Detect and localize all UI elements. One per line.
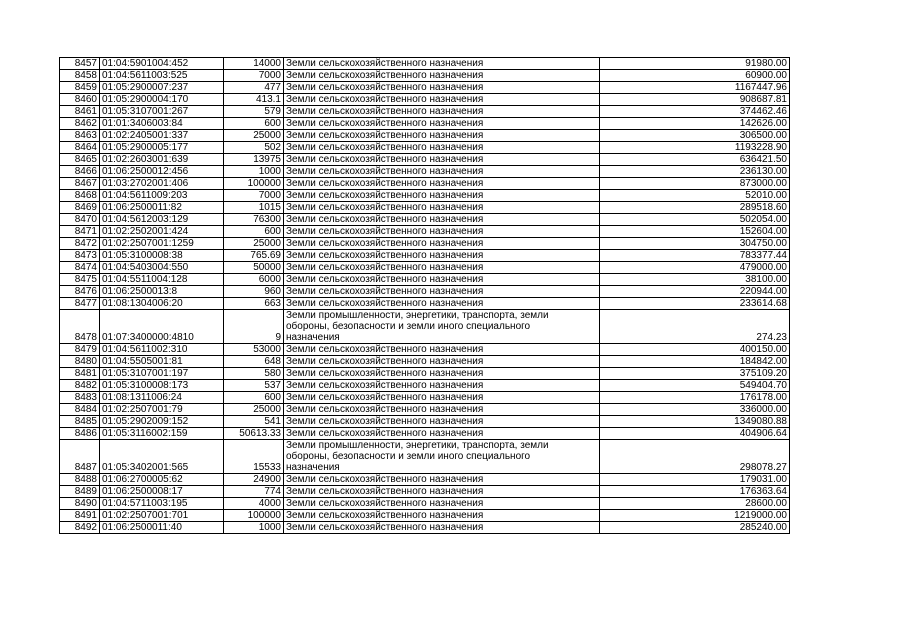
table-row — [60, 142, 790, 154]
row-number-cell: 8479 — [60, 344, 100, 356]
area-cell: 1000 — [224, 522, 284, 534]
cadastral-value-cell: 374462.46 — [600, 106, 790, 118]
area-cell: 600 — [224, 392, 284, 404]
cadastral-value-cell: 636421.50 — [600, 154, 790, 166]
land-category-cell: Земли сельскохозяйственного назначения — [284, 82, 600, 94]
cadastral-number-cell: 01:05:2900007:237 — [100, 82, 224, 94]
cadastral-value-cell: 502054.00 — [600, 214, 790, 226]
table-row — [60, 522, 790, 534]
cadastral-number-cell: 01:05:2902009:152 — [100, 416, 224, 428]
table-row — [60, 130, 790, 142]
row-number-cell: 8471 — [60, 226, 100, 238]
row-number-cell: 8465 — [60, 154, 100, 166]
table-row — [60, 286, 790, 298]
table-row — [60, 250, 790, 262]
row-number-cell: 8492 — [60, 522, 100, 534]
cadastral-number-cell: 01:06:2500012:456 — [100, 166, 224, 178]
table-row — [60, 498, 790, 510]
table-row — [60, 202, 790, 214]
cadastral-value-cell: 873000.00 — [600, 178, 790, 190]
table-row — [60, 474, 790, 486]
table-row — [60, 416, 790, 428]
area-cell: 1000 — [224, 166, 284, 178]
cadastral-number-cell: 01:04:5901004:452 — [100, 58, 224, 70]
row-number-cell: 8474 — [60, 262, 100, 274]
land-category-cell: Земли сельскохозяйственного назначения — [284, 142, 600, 154]
land-category-cell: Земли сельскохозяйственного назначения — [284, 166, 600, 178]
cadastral-value-cell: 375109.20 — [600, 368, 790, 380]
row-number-cell: 8469 — [60, 202, 100, 214]
row-number-cell: 8490 — [60, 498, 100, 510]
land-category-cell: Земли сельскохозяйственного назначения — [284, 190, 600, 202]
area-cell: 579 — [224, 106, 284, 118]
cadastral-value-cell: 38100.00 — [600, 274, 790, 286]
land-category-cell: Земли сельскохозяйственного назначения — [284, 392, 600, 404]
row-number-cell: 8484 — [60, 404, 100, 416]
row-number-cell: 8467 — [60, 178, 100, 190]
area-cell: 13975 — [224, 154, 284, 166]
row-number-cell: 8488 — [60, 474, 100, 486]
cadastral-number-cell: 01:02:2502001:424 — [100, 226, 224, 238]
cadastral-value-cell: 289518.60 — [600, 202, 790, 214]
cadastral-number-cell: 01:04:5612003:129 — [100, 214, 224, 226]
row-number-cell: 8477 — [60, 298, 100, 310]
land-category-cell: Земли сельскохозяйственного назначения — [284, 226, 600, 238]
table-row — [60, 214, 790, 226]
table-row — [60, 106, 790, 118]
area-cell: 25000 — [224, 130, 284, 142]
land-category-cell: Земли сельскохозяйственного назначения — [284, 94, 600, 106]
cadastral-value-cell: 1193228.90 — [600, 142, 790, 154]
cadastral-value-cell: 52010.00 — [600, 190, 790, 202]
cadastral-value-cell: 236130.00 — [600, 166, 790, 178]
land-category-cell: Земли сельскохозяйственного назначения — [284, 238, 600, 250]
row-number-cell: 8491 — [60, 510, 100, 522]
land-category-cell: Земли сельскохозяйственного назначения — [284, 356, 600, 368]
area-cell: 663 — [224, 298, 284, 310]
table-body — [60, 58, 790, 534]
area-cell: 76300 — [224, 214, 284, 226]
land-category-cell: Земли сельскохозяйственного назначения — [284, 428, 600, 440]
area-cell: 580 — [224, 368, 284, 380]
cadastral-value-cell: 233614.68 — [600, 298, 790, 310]
row-number-cell: 8463 — [60, 130, 100, 142]
cadastral-number-cell: 01:05:3107001:267 — [100, 106, 224, 118]
row-number-cell: 8483 — [60, 392, 100, 404]
cadastral-value-cell: 298078.27 — [600, 440, 790, 474]
table-row — [60, 226, 790, 238]
land-category-cell: Земли сельскохозяйственного назначения — [284, 274, 600, 286]
cadastral-number-cell: 01:07:3400000:4810 — [100, 310, 224, 344]
land-category-cell: Земли сельскохозяйственного назначения — [284, 404, 600, 416]
area-cell: 7000 — [224, 190, 284, 202]
row-number-cell: 8475 — [60, 274, 100, 286]
cadastral-number-cell: 01:02:2405001:337 — [100, 130, 224, 142]
land-category-cell: Земли сельскохозяйственного назначения — [284, 380, 600, 392]
area-cell: 413.1 — [224, 94, 284, 106]
cadastral-number-cell: 01:05:3402001:565 — [100, 440, 224, 474]
table-row — [60, 118, 790, 130]
area-cell: 600 — [224, 118, 284, 130]
land-category-cell: Земли сельскохозяйственного назначения — [284, 202, 600, 214]
area-cell: 15533 — [224, 440, 284, 474]
area-cell: 25000 — [224, 238, 284, 250]
cadastral-number-cell: 01:06:2500008:17 — [100, 486, 224, 498]
table-row — [60, 368, 790, 380]
cadastral-value-cell: 404906.64 — [600, 428, 790, 440]
cadastral-number-cell: 01:05:3107001:197 — [100, 368, 224, 380]
cadastral-value-cell: 479000.00 — [600, 262, 790, 274]
cadastral-value-cell: 1219000.00 — [600, 510, 790, 522]
row-number-cell: 8460 — [60, 94, 100, 106]
table-row — [60, 262, 790, 274]
land-category-cell: Земли сельскохозяйственного назначения — [284, 522, 600, 534]
area-cell: 7000 — [224, 70, 284, 82]
cadastral-value-cell: 220944.00 — [600, 286, 790, 298]
land-category-cell: Земли сельскохозяйственного назначения — [284, 70, 600, 82]
cadastral-number-cell: 01:04:5611003:525 — [100, 70, 224, 82]
area-cell: 50613.33 — [224, 428, 284, 440]
land-category-cell: Земли сельскохозяйственного назначения — [284, 298, 600, 310]
table-row — [60, 310, 790, 344]
cadastral-number-cell: 01:05:3100008:173 — [100, 380, 224, 392]
land-category-cell: Земли сельскохозяйственного назначения — [284, 510, 600, 522]
land-category-cell: Земли сельскохозяйственного назначения — [284, 250, 600, 262]
row-number-cell: 8464 — [60, 142, 100, 154]
row-number-cell: 8482 — [60, 380, 100, 392]
cadastral-number-cell: 01:04:5711003:195 — [100, 498, 224, 510]
area-cell: 960 — [224, 286, 284, 298]
cadastral-value-cell: 142626.00 — [600, 118, 790, 130]
cadastral-number-cell: 01:04:5611002:310 — [100, 344, 224, 356]
table-row — [60, 94, 790, 106]
cadastral-number-cell: 01:08:1304006:20 — [100, 298, 224, 310]
cadastral-number-cell: 01:08:1311006:24 — [100, 392, 224, 404]
row-number-cell: 8476 — [60, 286, 100, 298]
land-category-cell: Земли сельскохозяйственного назначения — [284, 344, 600, 356]
area-cell: 648 — [224, 356, 284, 368]
cadastral-value-cell: 152604.00 — [600, 226, 790, 238]
table-row — [60, 356, 790, 368]
row-number-cell: 8459 — [60, 82, 100, 94]
row-number-cell: 8489 — [60, 486, 100, 498]
area-cell: 541 — [224, 416, 284, 428]
cadastral-number-cell: 01:06:2500013:8 — [100, 286, 224, 298]
cadastral-number-cell: 01:05:2900004:170 — [100, 94, 224, 106]
cadastral-number-cell: 01:04:5403004:550 — [100, 262, 224, 274]
cadastral-value-cell: 274.23 — [600, 310, 790, 344]
table-row — [60, 510, 790, 522]
cadastral-value-cell: 184842.00 — [600, 356, 790, 368]
land-category-cell: Земли сельскохозяйственного назначения — [284, 130, 600, 142]
row-number-cell: 8461 — [60, 106, 100, 118]
table-row — [60, 440, 790, 474]
land-category-cell: Земли сельскохозяйственного назначения — [284, 416, 600, 428]
table-row — [60, 70, 790, 82]
cadastral-value-cell: 400150.00 — [600, 344, 790, 356]
area-cell: 4000 — [224, 498, 284, 510]
area-cell: 100000 — [224, 510, 284, 522]
row-number-cell: 8458 — [60, 70, 100, 82]
row-number-cell: 8481 — [60, 368, 100, 380]
cadastral-value-cell: 336000.00 — [600, 404, 790, 416]
area-cell: 100000 — [224, 178, 284, 190]
table-row — [60, 58, 790, 70]
table-row — [60, 178, 790, 190]
area-cell: 477 — [224, 82, 284, 94]
cadastral-value-cell: 908687.81 — [600, 94, 790, 106]
area-cell: 14000 — [224, 58, 284, 70]
area-cell: 6000 — [224, 274, 284, 286]
cadastral-value-cell: 28600.00 — [600, 498, 790, 510]
table-row — [60, 238, 790, 250]
cadastral-value-cell: 549404.70 — [600, 380, 790, 392]
cadastral-number-cell: 01:02:2507001:1259 — [100, 238, 224, 250]
table-row — [60, 190, 790, 202]
land-category-cell: Земли сельскохозяйственного назначения — [284, 106, 600, 118]
table-row — [60, 428, 790, 440]
land-category-cell: Земли промышленности, энергетики, транспорта, земли обороны, безопасности и земли иного специального назначения — [284, 440, 600, 474]
row-number-cell: 8466 — [60, 166, 100, 178]
area-cell: 774 — [224, 486, 284, 498]
table-row — [60, 486, 790, 498]
row-number-cell: 8486 — [60, 428, 100, 440]
cadastral-number-cell: 01:05:3116002:159 — [100, 428, 224, 440]
cadastral-number-cell: 01:05:2900005:177 — [100, 142, 224, 154]
table-row — [60, 298, 790, 310]
cadastral-number-cell: 01:04:5511004:128 — [100, 274, 224, 286]
land-category-cell: Земли сельскохозяйственного назначения — [284, 286, 600, 298]
cadastral-value-cell: 304750.00 — [600, 238, 790, 250]
area-cell: 537 — [224, 380, 284, 392]
cadastral-value-cell: 91980.00 — [600, 58, 790, 70]
cadastral-number-cell: 01:01:3406003:84 — [100, 118, 224, 130]
row-number-cell: 8462 — [60, 118, 100, 130]
land-category-cell: Земли сельскохозяйственного назначения — [284, 58, 600, 70]
land-category-cell: Земли сельскохозяйственного назначения — [284, 498, 600, 510]
land-category-cell: Земли сельскохозяйственного назначения — [284, 368, 600, 380]
cadastral-number-cell: 01:04:5505001:81 — [100, 356, 224, 368]
land-category-cell: Земли сельскохозяйственного назначения — [284, 474, 600, 486]
table-row — [60, 392, 790, 404]
land-category-cell: Земли сельскохозяйственного назначения — [284, 118, 600, 130]
row-number-cell: 8480 — [60, 356, 100, 368]
cadastral-number-cell: 01:02:2507001:79 — [100, 404, 224, 416]
cadastral-value-cell: 1167447.96 — [600, 82, 790, 94]
land-category-cell: Земли сельскохозяйственного назначения — [284, 486, 600, 498]
land-category-cell: Земли промышленности, энергетики, транспорта, земли обороны, безопасности и земли иного специального назначения — [284, 310, 600, 344]
table-row — [60, 154, 790, 166]
row-number-cell: 8468 — [60, 190, 100, 202]
table-row — [60, 166, 790, 178]
area-cell: 765.69 — [224, 250, 284, 262]
row-number-cell: 8487 — [60, 440, 100, 474]
cadastral-value-cell: 783377.44 — [600, 250, 790, 262]
land-category-cell: Земли сельскохозяйственного назначения — [284, 154, 600, 166]
cadastral-value-cell: 179031.00 — [600, 474, 790, 486]
cadastral-value-cell: 176178.00 — [600, 392, 790, 404]
cadastral-number-cell: 01:02:2603001:639 — [100, 154, 224, 166]
row-number-cell: 8473 — [60, 250, 100, 262]
cadastral-number-cell: 01:06:2500011:40 — [100, 522, 224, 534]
cadastral-value-cell: 60900.00 — [600, 70, 790, 82]
cadastral-number-cell: 01:03:2702001:406 — [100, 178, 224, 190]
cadastral-value-cell: 176363.64 — [600, 486, 790, 498]
table-row — [60, 404, 790, 416]
area-cell: 25000 — [224, 404, 284, 416]
area-cell: 1015 — [224, 202, 284, 214]
area-cell: 53000 — [224, 344, 284, 356]
table-row — [60, 380, 790, 392]
row-number-cell: 8470 — [60, 214, 100, 226]
cadastral-value-cell: 285240.00 — [600, 522, 790, 534]
cadastral-number-cell: 01:05:3100008:38 — [100, 250, 224, 262]
cadastral-value-cell: 1349080.88 — [600, 416, 790, 428]
cadastral-table — [59, 57, 790, 534]
table-row — [60, 274, 790, 286]
land-category-cell: Земли сельскохозяйственного назначения — [284, 262, 600, 274]
table-row — [60, 82, 790, 94]
area-cell: 502 — [224, 142, 284, 154]
area-cell: 24900 — [224, 474, 284, 486]
land-category-cell: Земли сельскохозяйственного назначения — [284, 214, 600, 226]
row-number-cell: 8478 — [60, 310, 100, 344]
land-category-cell: Земли сельскохозяйственного назначения — [284, 178, 600, 190]
cadastral-number-cell: 01:04:5611009:203 — [100, 190, 224, 202]
row-number-cell: 8457 — [60, 58, 100, 70]
cadastral-number-cell: 01:02:2507001:701 — [100, 510, 224, 522]
cadastral-number-cell: 01:06:2700005:62 — [100, 474, 224, 486]
row-number-cell: 8472 — [60, 238, 100, 250]
row-number-cell: 8485 — [60, 416, 100, 428]
area-cell: 50000 — [224, 262, 284, 274]
table-row — [60, 344, 790, 356]
area-cell: 9 — [224, 310, 284, 344]
cadastral-value-cell: 306500.00 — [600, 130, 790, 142]
area-cell: 600 — [224, 226, 284, 238]
cadastral-number-cell: 01:06:2500011:82 — [100, 202, 224, 214]
